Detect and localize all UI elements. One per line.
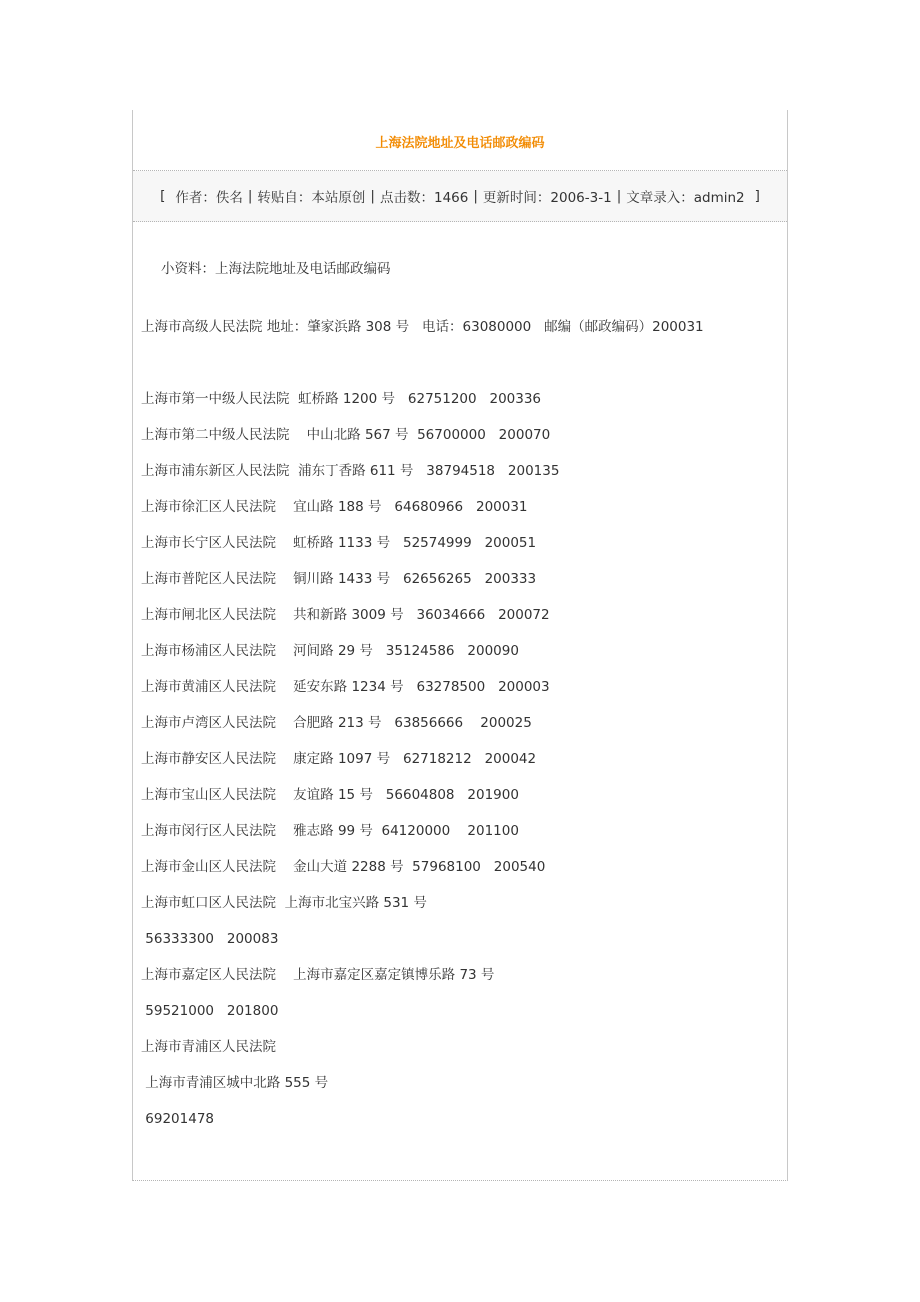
court-line: 上海市第一中级人民法院 虹桥路 1200 号 62751200 200336 xyxy=(141,391,542,407)
court-line: 59521000 201800 xyxy=(141,1003,279,1019)
court-line: 上海市徐汇区人民法院 宜山路 188 号 64680966 200031 xyxy=(141,499,528,515)
meta-close-bracket: ] xyxy=(754,188,760,204)
meta-divider: | xyxy=(616,188,622,204)
meta-author: 作者：佚名 xyxy=(175,190,243,206)
court-line: 上海市高级人民法院 地址：肇家浜路 308 号 电话：63080000 邮编（邮政编码）200031 xyxy=(141,319,704,335)
meta-source: 转贴自：本站原创 xyxy=(257,190,366,206)
meta-open-bracket: [ xyxy=(160,188,166,204)
court-line: 上海市静安区人民法院 康定路 1097 号 62718212 200042 xyxy=(141,751,537,767)
meta-divider: | xyxy=(247,188,253,204)
court-line: 上海市嘉定区人民法院 上海市嘉定区嘉定镇博乐路 73 号 xyxy=(141,967,495,983)
meta-updated: 更新时间：2006-3-1 xyxy=(482,190,612,206)
court-line: 上海市青浦区城中北路 555 号 xyxy=(141,1075,329,1091)
article-meta xyxy=(133,171,787,222)
court-line: 上海市普陀区人民法院 铜川路 1433 号 62656265 200333 xyxy=(141,571,537,587)
court-line: 上海市青浦区人民法院 xyxy=(141,1039,276,1055)
court-line: 上海市杨浦区人民法院 河间路 29 号 35124586 200090 xyxy=(141,643,519,659)
article-panel xyxy=(132,110,788,1181)
court-line: 上海市闸北区人民法院 共和新路 3009 号 36034666 200072 xyxy=(141,607,550,623)
intro-line: 小资料：上海法院地址及电话邮政编码 xyxy=(161,261,391,277)
court-line: 上海市宝山区人民法院 友谊路 15 号 56604808 201900 xyxy=(141,787,519,803)
court-line: 上海市虹口区人民法院 上海市北宝兴路 531 号 xyxy=(141,895,427,911)
meta-divider: | xyxy=(370,188,375,204)
court-line: 上海市长宁区人民法院 虹桥路 1133 号 52574999 200051 xyxy=(141,535,537,551)
meta-editor: 文章录入：admin2 xyxy=(626,190,745,206)
meta-hits: 点击数：1466 xyxy=(379,190,469,206)
court-line: 56333300 200083 xyxy=(141,931,279,947)
court-line: 上海市闵行区人民法院 雅志路 99 号 64120000 201100 xyxy=(141,823,519,839)
title-row xyxy=(133,110,787,171)
court-line: 上海市第二中级人民法院 中山北路 567 号 56700000 200070 xyxy=(141,427,551,443)
article-title: 上海法院地址及电话邮政编码 xyxy=(375,135,545,151)
court-line: 上海市浦东新区人民法院 浦东丁香路 611 号 38794518 200135 xyxy=(141,463,560,479)
court-line: 上海市金山区人民法院 金山大道 2288 号 57968100 200540 xyxy=(141,859,546,875)
court-line: 上海市黄浦区人民法院 延安东路 1234 号 63278500 200003 xyxy=(141,679,550,695)
court-line: 69201478 xyxy=(141,1111,215,1127)
court-line: 上海市卢湾区人民法院 合肥路 213 号 63856666 200025 xyxy=(141,715,532,731)
meta-divider: | xyxy=(473,188,478,204)
